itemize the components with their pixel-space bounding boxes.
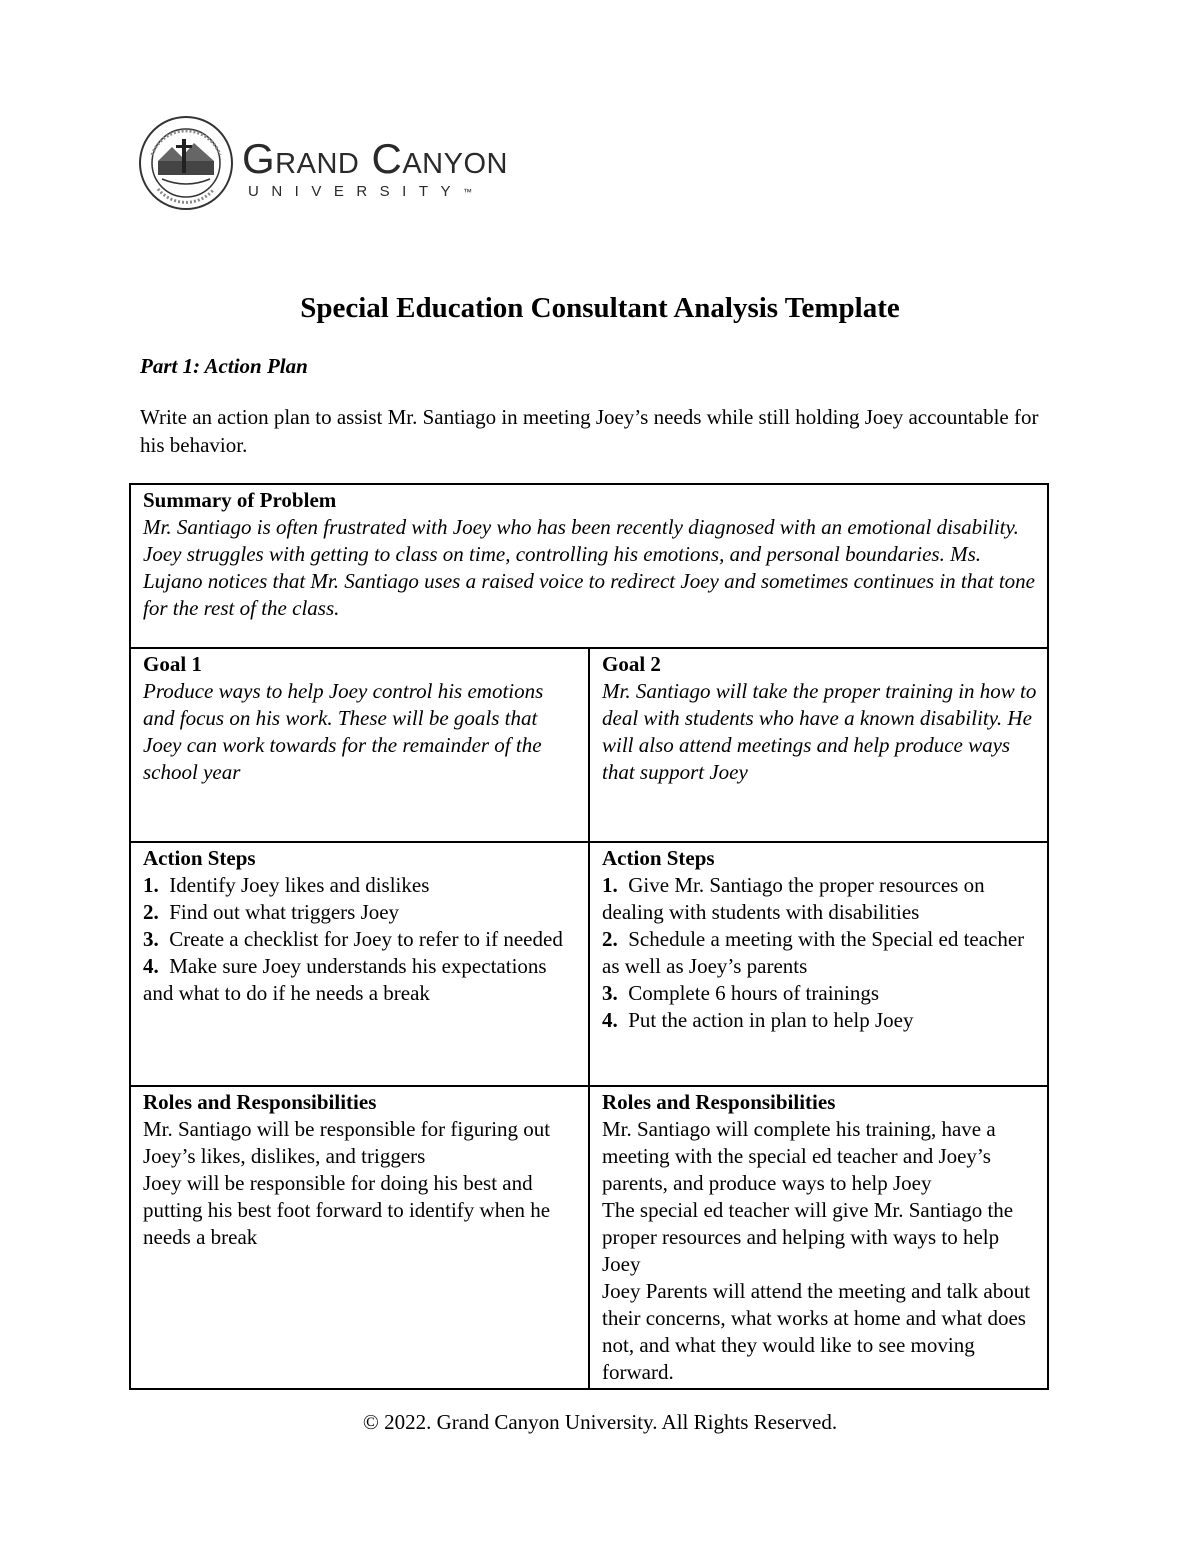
university-seal-icon <box>138 115 234 211</box>
steps2-heading: Action Steps <box>602 846 715 870</box>
intro-text: Write an action plan to assist Mr. Santiago in meeting Joey’s needs while still holding Joey accountable for his behavior. <box>140 405 1039 457</box>
roles2-heading: Roles and Responsibilities <box>602 1090 836 1114</box>
goal1-text: Produce ways to help Joey control his emotions and focus on his work. These will be goals that Joey can work towards for the remainder of the school year <box>143 679 544 784</box>
list-item: 4. Put the action in plan to help Joey <box>602 1008 914 1032</box>
goal2-heading: Goal 2 <box>602 652 661 676</box>
university-logo <box>138 115 568 205</box>
roles2-line: The special ed teacher will give Mr. Santiago the proper resources and helping with ways to help Joey <box>602 1198 1014 1276</box>
roles2-line: Mr. Santiago will complete his training, have a meeting with the special ed teacher and Joey’s parents, and produce ways to help Joey <box>602 1117 996 1195</box>
list-item: 1. Give Mr. Santiago the proper resources on dealing with students with disabilities <box>602 873 985 924</box>
steps1-cell <box>130 842 589 1086</box>
roles2-cell <box>589 1086 1048 1389</box>
list-item: 3. Complete 6 hours of trainings <box>602 981 880 1005</box>
summary-cell <box>130 484 1048 648</box>
goal1-heading: Goal 1 <box>143 652 202 676</box>
goal1-cell <box>130 648 589 842</box>
list-item: 4. Make sure Joey understands his expectations and what to do if he needs a break <box>143 954 547 1005</box>
list-item: 3. Create a checklist for Joey to refer to if needed <box>143 927 563 951</box>
goals-row <box>130 648 1048 842</box>
action-plan-table <box>129 483 1049 1390</box>
summary-heading: Summary of Problem <box>143 488 337 512</box>
goal2-cell <box>589 648 1048 842</box>
goal2-text: Mr. Santiago will take the proper training in how to deal with students who have a known disability. He will also attend meetings and help produce ways that support Joey <box>602 679 1037 784</box>
list-item: 1. Identify Joey likes and dislikes <box>143 873 430 897</box>
summary-text: Mr. Santiago is often frustrated with Joey who has been recently diagnosed with an emotional disability. Joey struggles with getting to class on time, controlling his emotions, and personal boundaries. Ms. Lujano notices that Mr. Santiago uses a raised voice to redirect Joey and sometimes continues in that tone for the rest of the class. <box>143 515 1035 620</box>
roles1-cell <box>130 1086 589 1389</box>
logo-line1: Grand Canyon <box>242 135 508 182</box>
steps1-heading: Action Steps <box>143 846 256 870</box>
roles1-line: Mr. Santiago will be responsible for figuring out Joey’s likes, dislikes, and triggers <box>143 1117 551 1168</box>
copyright-footer: © 2022. Grand Canyon University. All Rights Reserved. <box>362 1410 838 1434</box>
steps2-cell <box>589 842 1048 1086</box>
document-title: Special Education Consultant Analysis Template <box>300 292 900 324</box>
logo-line2: UNIVERSITY™ <box>248 183 473 200</box>
logo-wordmark <box>242 137 508 203</box>
list-item: 2. Schedule a meeting with the Special ed teacher as well as Joey’s parents <box>602 927 1025 978</box>
roles-row <box>130 1086 1048 1389</box>
action-steps-row <box>130 842 1048 1086</box>
roles1-heading: Roles and Responsibilities <box>143 1090 377 1114</box>
roles1-line: Joey will be responsible for doing his best and putting his best foot forward to identify when he needs a break <box>143 1171 551 1249</box>
part-heading: Part 1: Action Plan <box>140 354 308 378</box>
list-item: 2. Find out what triggers Joey <box>143 900 400 924</box>
roles2-line: Joey Parents will attend the meeting and talk about their concerns, what works at home and what does not, and what they would like to see moving forward. <box>602 1279 1031 1384</box>
summary-row <box>130 484 1048 648</box>
